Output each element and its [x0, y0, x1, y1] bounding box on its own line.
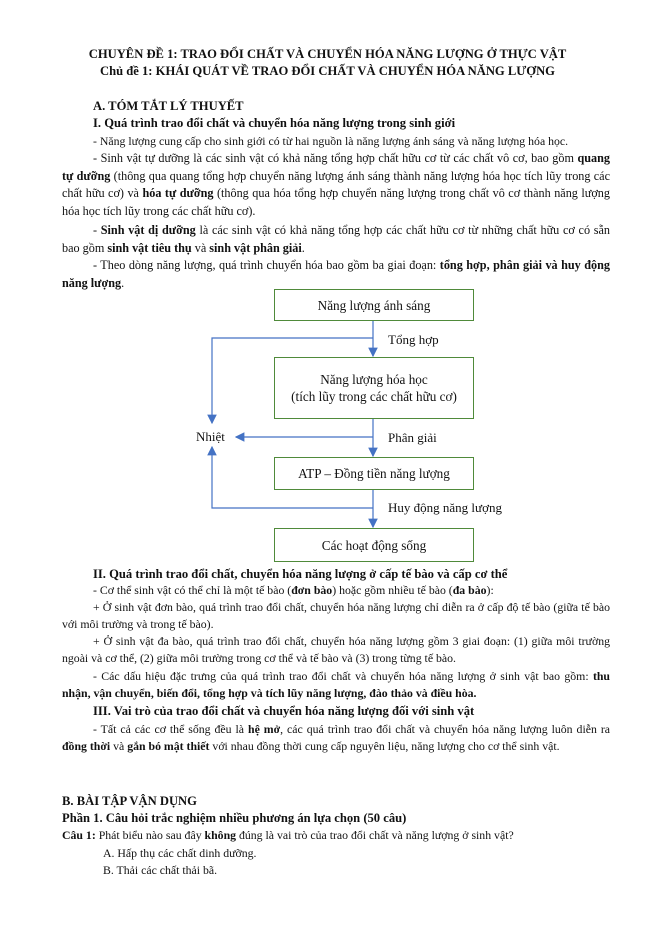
part2-heading: II. Quá trình trao đổi chất, chuyển hóa năng lượng ở cấp tế bào và cấp cơ thể	[93, 567, 508, 581]
box-life-activities: Các hoạt động sống	[274, 528, 474, 562]
label-breakdown: Phân giải	[388, 430, 437, 445]
label-synthesis: Tổng hợp	[388, 332, 439, 347]
box-chemical-energy: Năng lượng hóa học (tích lũy trong các chất hữu cơ)	[274, 357, 474, 419]
part3-heading: III. Vai trò của trao đổi chất và chuyển hóa năng lượng đối với sinh vật	[93, 704, 475, 718]
part1-questions-heading: Phần 1. Câu hỏi trắc nghiệm nhiều phương án lựa chọn (50 câu)	[62, 811, 407, 825]
paragraph-multicellular: + Ở sinh vật đa bào, quá trình trao đổi chất, chuyển hóa năng lượng gồm 3 giai đoạn: (1) giữa môi trường ngoài và cơ thể, (2) giữa môi trường trong cơ thể và tế bào và (3) trong từng tế bào.	[62, 634, 610, 665]
question-1-option-a: A. Hấp thụ các chất dinh dưỡng.	[103, 846, 257, 860]
paragraph-energy-sources: - Năng lượng cung cấp cho sinh giới có từ hai nguồn là năng lượng ánh sáng và năng lượng hóa học.	[93, 134, 569, 148]
box-light-energy: Năng lượng ánh sáng	[274, 289, 474, 321]
label-heat: Nhiệt	[196, 429, 225, 444]
question-1: Câu 1: Phát biểu nào sau đây không đúng là vai trò của trao đổi chất và năng lượng ở sinh vật?	[62, 828, 514, 842]
paragraph-energy-stages: - Theo dòng năng lượng, quá trình chuyển hóa bao gồm ba giai đoạn: tổng hợp, phân giải và huy động năng lượng.	[62, 258, 610, 290]
box-atp: ATP – Đồng tiền năng lượng	[274, 457, 474, 490]
question-1-option-b: B. Thải các chất thải bã.	[103, 863, 218, 877]
section-a-heading: A. TÓM TẮT LÝ THUYẾT	[93, 99, 244, 113]
paragraph-cell-types: - Cơ thể sinh vật có thể chỉ là một tế bào (đơn bào) hoặc gồm nhiều tế bào (đa bào):	[93, 583, 494, 597]
paragraph-autotrophs: - Sinh vật tự dưỡng là các sinh vật có khả năng tổng hợp chất hữu cơ từ các chất vô cơ, bao gồm quang tự dưỡng (thông qua quang tổng hợp chuyển năng lượng ánh sáng thành năng lượng hóa học tích lũy trong các chất hữu cơ) và hóa tự dưỡng (thông qua hóa tổng hợp chuyển năng lượng trong chất vô cơ thành năng lượng hóa học tích lũy trong các chất hữu cơ).	[62, 151, 610, 218]
paragraph-characteristics: - Các dấu hiệu đặc trưng của quá trình trao đổi chất và chuyển hóa năng lượng ở sinh vật bao gồm: thu nhận, vận chuyển, biến đổi, tổng hợp và tích lũy năng lượng, đào thảo và điều hòa.	[62, 669, 610, 700]
subtopic-title: Chủ đề 1: KHÁI QUÁT VỀ TRAO ĐỔI CHẤT VÀ CHUYỂN HÓA NĂNG LƯỢNG	[100, 64, 555, 78]
paragraph-heterotrophs: - Sinh vật dị dưỡng là các sinh vật có khả năng tổng hợp các chất hữu cơ từ những chất hữu cơ có sẵn bao gồm sinh vật tiêu thụ và sinh vật phân giải.	[62, 223, 610, 255]
paragraph-role: - Tất cả các cơ thể sống đều là hệ mở, các quá trình trao đổi chất và chuyển hóa năng lượng luôn diễn ra đồng thời và gắn bó mật thiết với nhau đồng thời cung cấp nguyên liệu, năng lượng cho cơ thể sinh vật.	[62, 722, 610, 753]
label-mobilize: Huy động năng lượng	[388, 500, 502, 515]
paragraph-unicellular: + Ở sinh vật đơn bào, quá trình trao đổi chất, chuyển hóa năng lượng chỉ diễn ra ở cấp độ tế bào (giữa tế bào với môi trường và trong tế bào).	[62, 600, 610, 631]
part1-heading: I. Quá trình trao đổi chất và chuyển hóa năng lượng trong sinh giới	[93, 116, 456, 130]
topic-title: CHUYÊN ĐỀ 1: TRAO ĐỔI CHẤT VÀ CHUYỂN HÓA NĂNG LƯỢNG Ở THỰC VẬT	[88, 47, 567, 61]
section-b-heading: B. BÀI TẬP VẬN DỤNG	[62, 794, 197, 808]
